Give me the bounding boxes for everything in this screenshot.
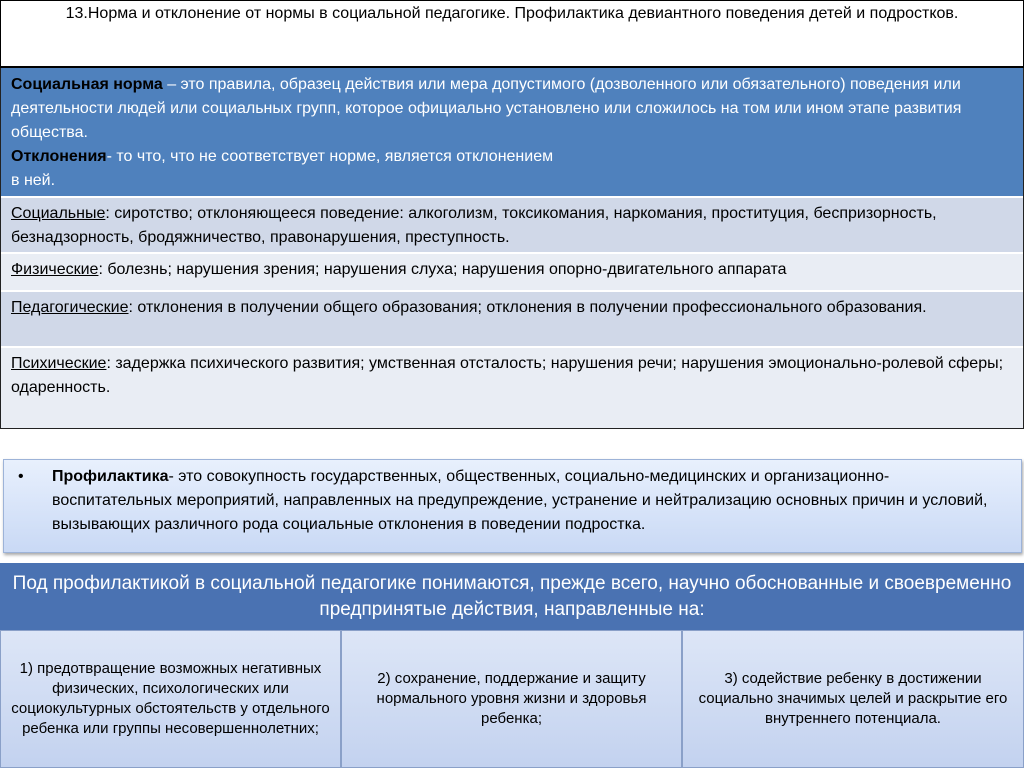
definition-row — [1, 68, 1023, 196]
slide-title — [0, 0, 1024, 68]
pedagogical-term: Педагогические — [11, 299, 129, 316]
mental-text: : задержка психического развития; умственная отсталость; нарушения речи; нарушения эмоционально-ролевой сферы; одаренность. — [11, 355, 1004, 396]
prophylaxis-goal-3 — [682, 630, 1024, 768]
social-text: : сиротство; отклоняющееся поведение: алкоголизм, токсикомания, наркомания, проституция, беспризорность, безнадзорность, бродяжничество, правонарушения, преступность. — [11, 205, 937, 246]
prophylaxis-header-band — [0, 563, 1024, 630]
deviation-definition-end: в ней. — [11, 172, 56, 189]
physical-term: Физические — [11, 261, 99, 278]
deviation-definition: - то что, что не соответствует норме, является отклонением — [106, 148, 554, 165]
prophylaxis-text: - это совокупность государственных, общественных, социально-медицинских и организационно-воспитательных мероприятий, направленных на предупреждение, устранение и нейтрализацию основных причин и условий, вызывающих различного рода социальные отклонения в поведении подростка. — [52, 468, 988, 533]
prophylaxis-goal-1-text: 1) предотвращение возможных негативных физических, психологических или социокультурных обстоятельств у отдельного ребенка или группы несовершеннолетних; — [11, 660, 330, 737]
social-deviations-row — [1, 196, 1023, 252]
deviation-term: Отклонения — [11, 148, 107, 165]
prophylaxis-goal-3-text: 3) содействие ребенку в достижении социально значимых целей и раскрытие его внутреннего потенциала. — [698, 670, 1008, 727]
prophylaxis-term: Профилактика — [52, 468, 169, 485]
physical-text: : болезнь; нарушения зрения; нарушения слуха; нарушения опорно-двигательного аппарата — [98, 261, 787, 278]
norm-definition: – это правила, образец действия или мера допустимого (дозволенного или обязательного) поведения или деятельности людей или социальных групп, которое официально установлено или сложилось на том или ином этапе развития общества. — [11, 76, 962, 141]
prophylaxis-definition-box — [3, 459, 1022, 553]
social-term: Социальные — [11, 205, 106, 222]
mental-deviations-row — [1, 346, 1023, 428]
pedagogical-text: : отклонения в получении общего образования; отклонения в получении профессионального образования. — [128, 299, 927, 316]
prophylaxis-goal-1 — [0, 630, 341, 768]
bullet-icon: • — [18, 468, 24, 485]
prophylaxis-header-text: Под профилактикой в социальной педагогике понимаются, прежде всего, научно обоснованные и своевременно предпринятые действия, направленные на: — [12, 573, 1012, 620]
slide-title-text: 13.Норма и отклонение от нормы в социальной педагогике. Профилактика девиантного поведения детей и подростков. — [65, 5, 959, 22]
pedagogical-deviations-row — [1, 290, 1023, 346]
norm-deviation-table — [0, 68, 1024, 429]
mental-term: Психические — [11, 355, 107, 372]
norm-term: Социальная норма — [11, 76, 163, 93]
physical-deviations-row — [1, 252, 1023, 290]
prophylaxis-goal-2 — [341, 630, 682, 768]
prophylaxis-goal-2-text: 2) сохранение, поддержание и защиту нормального уровня жизни и здоровья ребенка; — [376, 670, 647, 727]
